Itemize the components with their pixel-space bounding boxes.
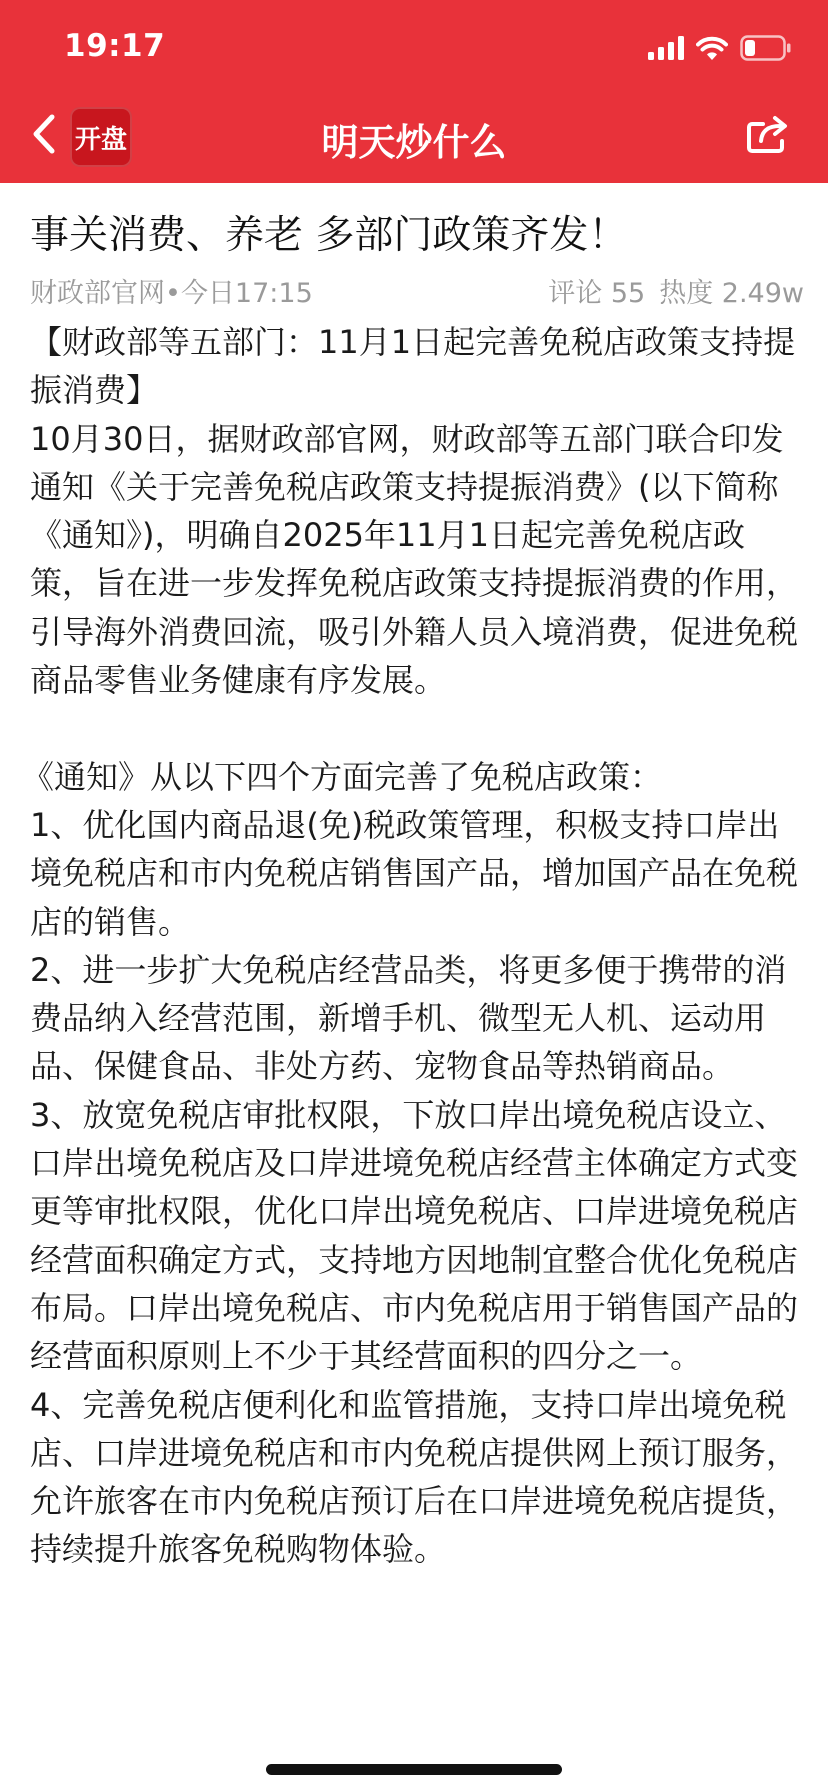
navigation-bar [0, 92, 828, 183]
wifi-icon [696, 36, 728, 64]
back-chevron-icon [31, 114, 57, 158]
article-source[interactable]: 财政部官网 [30, 278, 165, 309]
cellular-signal-icon [648, 36, 684, 64]
app-header [0, 0, 828, 183]
app-logo-text: 开盘 [74, 124, 127, 155]
list-item: 1、优化国内商品退(免)税政策管理，积极支持口岸出境免税店和市内免税店销售国产品，增加国产品在免税店的销售。 [30, 805, 799, 941]
meta-separator: • [165, 278, 181, 309]
article-body [22, 318, 800, 1574]
page-title: 明天炒什么 [321, 121, 507, 164]
article-source-time [30, 274, 313, 314]
article-paragraph: 【财政部等五部门：11月1日起完善免税店政策支持提振消费】 [30, 323, 796, 410]
comment-count[interactable]: 评论 55 [548, 278, 646, 309]
article-paragraph: 10月30日，据财政部官网，财政部等五部门联合印发通知《关于完善免税店政策支持提振消费》(以下简称《通知》)，明确自2025年11月1日起完善免税店政策，旨在进一步发挥免税店政策支持提振消费的作用，引导海外消费回流，吸引外籍人员入境消费，促进免税商品零售业务健康有序发展。 [30, 419, 799, 700]
article-time: 今日17:15 [180, 278, 313, 309]
status-time: 19:17 [64, 28, 166, 64]
list-item: 3、放宽免税店审批权限，下放口岸出境免税店设立、口岸出境免税店及口岸进境免税店经营主体确定方式变更等审批权限，优化口岸出境免税店、口岸进境免税店经营面积确定方式，支持地方因地制宜整合优化免税店布局。口岸出境免税店、市内免税店用于销售国产品的经营面积原则上不少于其经营面积的四分之一。 [30, 1095, 799, 1376]
status-icons [648, 34, 792, 66]
list-intro: 《通知》从以下四个方面完善了免税店政策： [22, 757, 663, 796]
article-meta [30, 274, 804, 314]
heat-value: 热度 2.49w [659, 278, 804, 309]
back-button[interactable] [22, 112, 66, 160]
article [22, 183, 804, 1574]
article-stats [548, 274, 804, 314]
battery-low-icon [740, 35, 792, 65]
app-logo[interactable] [70, 107, 132, 167]
status-bar [0, 0, 828, 92]
share-button[interactable] [744, 114, 792, 158]
list-item: 2、进一步扩大免税店经营品类，将更多便于携带的消费品纳入经营范围，新增手机、微型无人机、运动用品、保健食品、非处方药、宠物食品等热销商品。 [30, 950, 787, 1086]
list-item: 4、完善免税店便利化和监管措施，支持口岸出境免税店、口岸进境免税店和市内免税店提供网上预订服务，允许旅客在市内免税店预订后在口岸进境免税店提货，持续提升旅客免税购物体验。 [30, 1385, 799, 1569]
paragraph-spacer [30, 704, 800, 752]
home-indicator[interactable] [266, 1764, 562, 1775]
article-title: 事关消费、养老 多部门政策齐发！ [30, 213, 628, 258]
share-icon [747, 115, 789, 157]
